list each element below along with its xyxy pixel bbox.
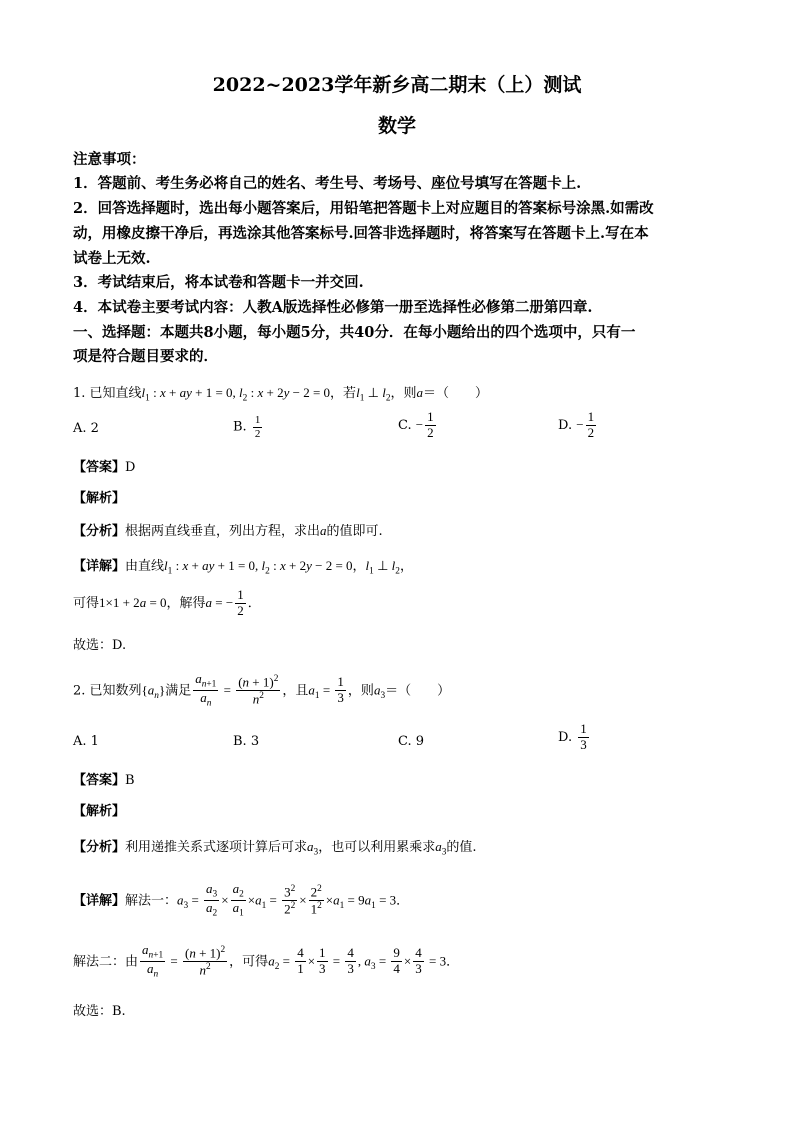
notice-item-4: 4．本试卷主要考试内容：人教A版选择性必修第一册至选择性必修第二册第四章.	[73, 299, 593, 316]
section-heading-line-1: 一、选择题：本题共8小题，每小题5分，共40分．在每小题给出的四个选项中，只有一	[73, 324, 636, 341]
question-2: 2. 已知数列$\{a_n\}$满足 $\frac{a_{n+1}}{a_n}$ = $\frac{(n + 1)^2}{n^2}$ ，且$a_1$ = $\frac{1}{3}$ ，则$a_3=$（ ）	[73, 671, 451, 709]
q1-analysis-label: 【解析】	[73, 491, 126, 506]
q1-option-a: A. 2	[73, 421, 99, 436]
q2-detail-method-1: 【详解】解法一：$a_3$ = $\frac{a_3}{a_2}$ × $\frac{a_2}{a_1}$ $\times a_1$ = $\frac{3^2}{2^2}$ × $\frac{2^2}{1^2}$ $\times a_1 = 9a_1 = 3$．	[73, 881, 410, 919]
q1-answer: 【答案】D	[73, 460, 136, 475]
notice-item-2-line-3: 试卷上无效.	[73, 250, 151, 267]
notice-item-2-line-2: 动，用橡皮擦干净后，再选涂其他答案标号.回答非选择题时，将答案写在答题卡上.写在本	[73, 225, 649, 242]
q2-conclusion: 故选：B.	[73, 1004, 126, 1019]
exam-title: 2022~2023学年新乡高二期末（上）测试	[212, 74, 582, 96]
q1-option-b: B. $\frac{1}{2}$	[233, 414, 261, 440]
notice-item-2-line-1: 2．回答选择题时，选出每小题答案后，用铅笔把答题卡上对应题目的答案标号涂黑.如需改	[73, 200, 654, 217]
notice-heading: 注意事项：	[73, 151, 146, 168]
q2-analysis-label: 【解析】	[73, 804, 126, 819]
q1-option-d: D. − $\frac{1}{2}$	[558, 409, 595, 440]
q2-detail-method-2: 解法二：由 $\frac{a_{n+1}}{a_n}$ = $\frac{(n + 1)^2}{n^2}$ ，可得$a_2$ = $\frac{4}{1}$ × $\frac{1}{3}$ = $\frac{4}{3}$ , $a_3$ = $\frac{9}{4}$ × $\frac{4}{3}$ = 3．	[73, 942, 460, 980]
q1-detail: 【详解】由直线$l_1$ : x + ay + 1 = 0, $l_2$ : x + 2y − 2 = 0，$l_1$ ⊥ $l_2$，	[73, 558, 413, 577]
q2-option-a: A. 1	[73, 734, 99, 749]
q2-fenxi: 【分析】利用递推关系式逐项计算后可求$a_3$，也可以利用累乘求$a_3$的值.	[73, 839, 477, 858]
q1-detail-solve: 可得1×1 + 2a = 0，解得a = − $\frac{1}{2}$ ．	[73, 587, 261, 618]
notice-item-1: 1．答题前、考生务必将自己的姓名、考生号、考场号、座位号填写在答题卡上.	[73, 175, 582, 192]
q1-fenxi: 【分析】根据两直线垂直，列出方程，求出a的值即可.	[73, 523, 383, 539]
question-1: 1. 已知直线$l_1$ : x + ay + 1 = 0, $l_2$ : x + 2y − 2 = 0，若$l_1$ ⊥ $l_2$，则a＝（ ）	[73, 385, 489, 404]
q1-conclusion: 故选：D.	[73, 638, 127, 653]
section-heading-line-2: 项是符合题目要求的．	[73, 348, 218, 365]
q1-option-c: C. − $\frac{1}{2}$	[398, 409, 434, 440]
notice-item-3: 3．考试结束后，将本试卷和答题卡一并交回.	[73, 274, 364, 291]
q2-option-d: D. $\frac{1}{3}$	[558, 721, 587, 752]
q2-option-c: C. 9	[398, 734, 425, 749]
q2-answer: 【答案】B	[73, 773, 135, 788]
q2-option-b: B. 3	[233, 734, 260, 749]
subject-title: 数学	[377, 115, 416, 137]
